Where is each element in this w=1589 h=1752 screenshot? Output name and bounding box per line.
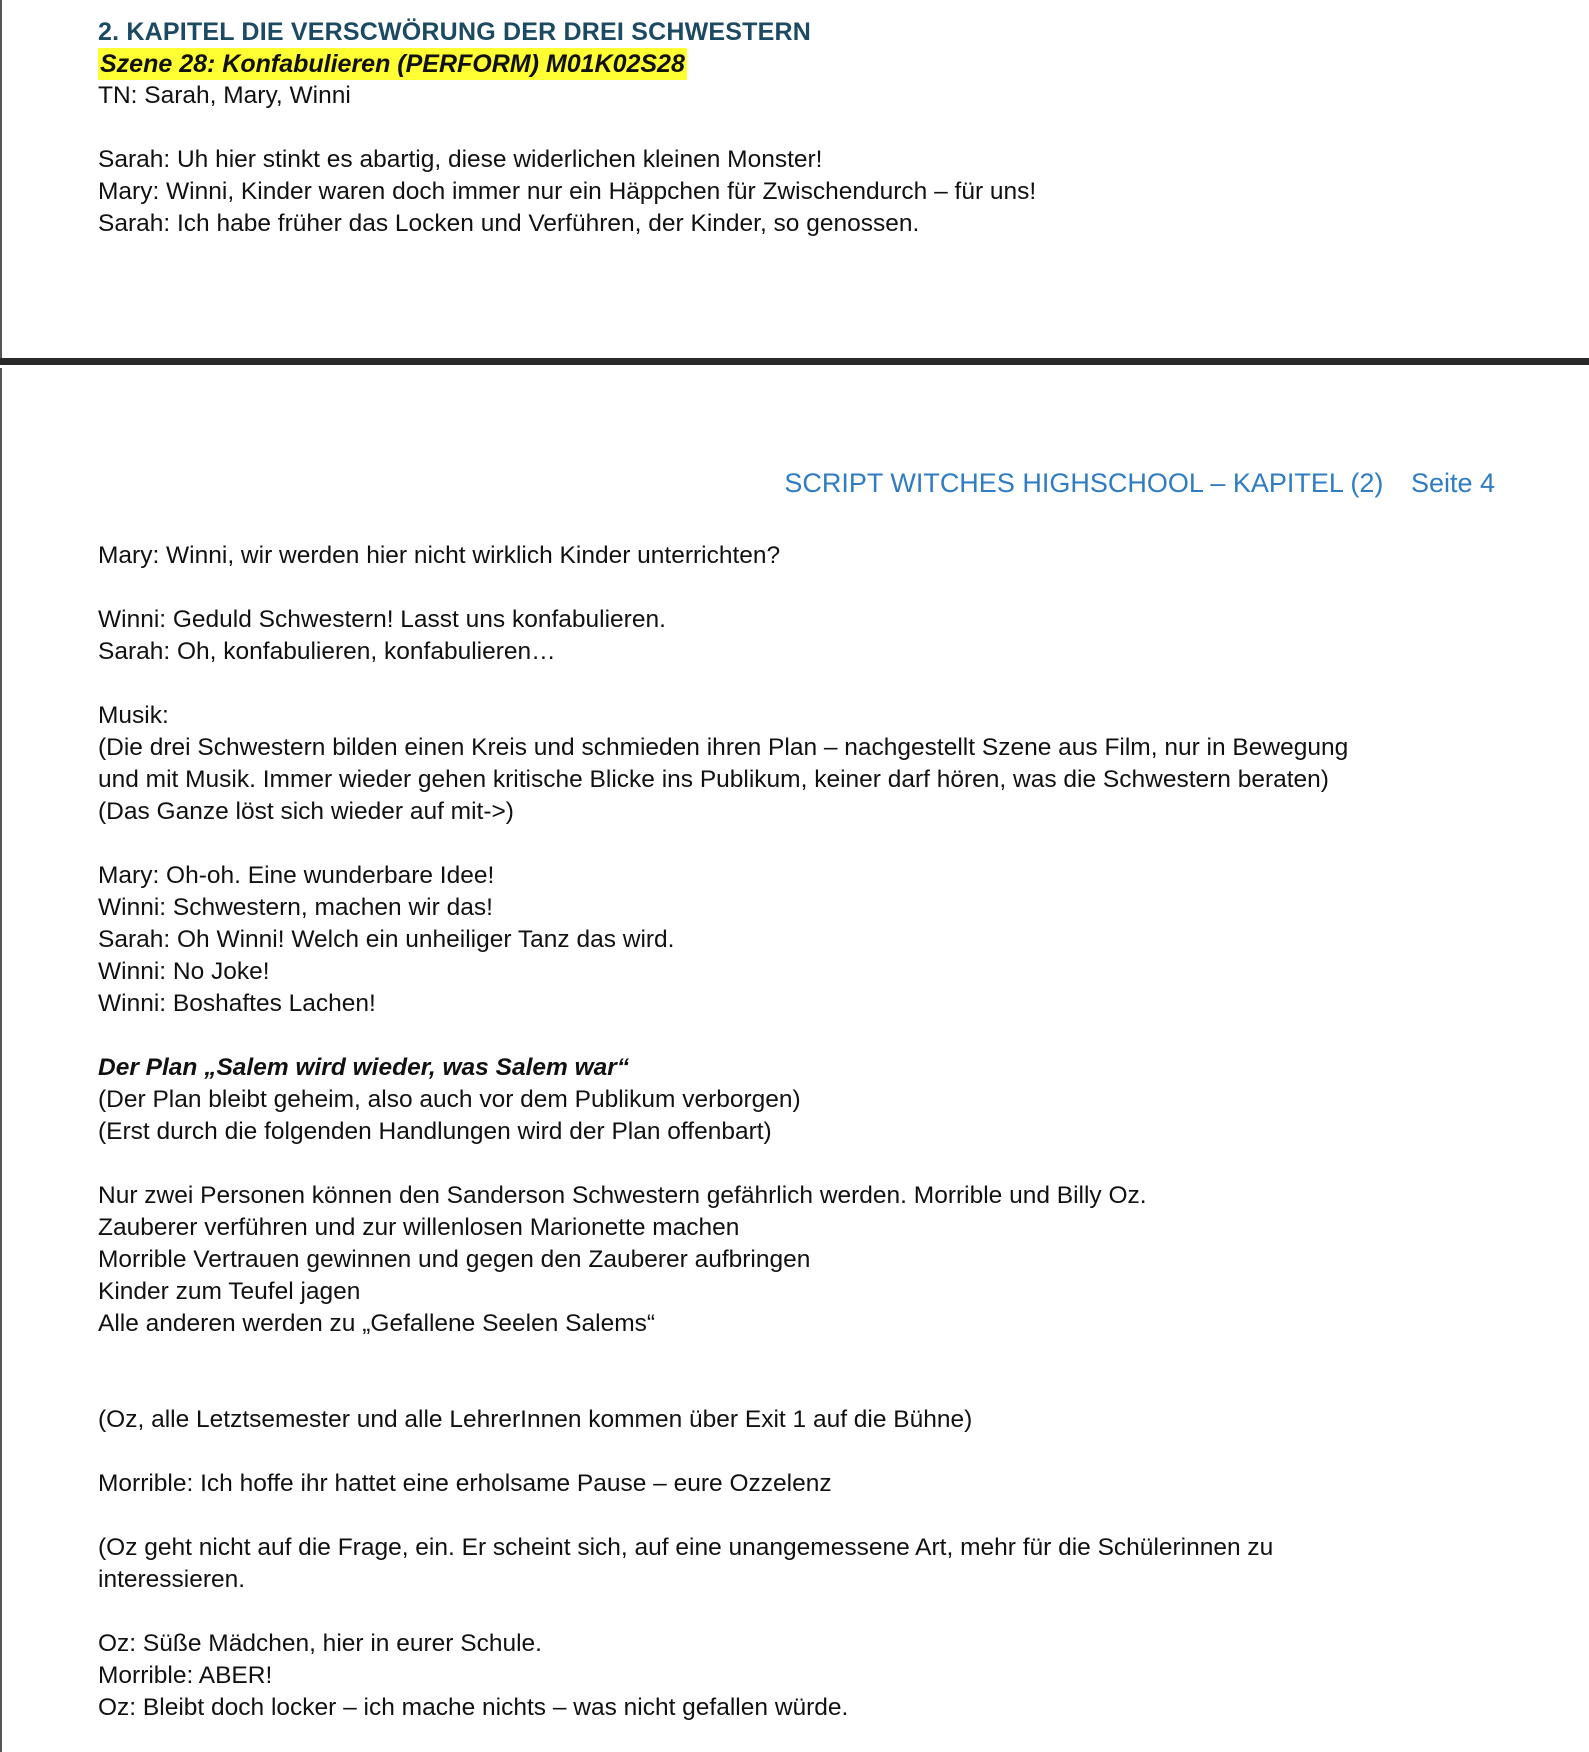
blank-line <box>98 828 1549 860</box>
running-header <box>784 466 1495 500</box>
page-break-divider <box>0 358 1589 365</box>
dialogue-line: Winni: No Joke! <box>98 958 270 985</box>
dialogue-line: Winni: Boshaftes Lachen! <box>98 990 376 1017</box>
plan-line: Kinder zum Teufel jagen <box>98 1278 361 1305</box>
page-two-content <box>98 540 1549 1724</box>
dialogue-line: Sarah: Ich habe früher das Locken und Verführen, der Kinder, so genossen. <box>98 210 920 237</box>
chapter-heading: 2. KAPITEL DIE VERSCWÖRUNG DER DREI SCHWESTERN <box>98 18 811 46</box>
stage-direction: (Die drei Schwestern bilden einen Kreis und schmieden ihren Plan – nachgestellt Szene aus Film, nur in Bewegung <box>98 734 1349 761</box>
blank-line <box>98 112 1549 144</box>
page-number: Seite 4 <box>1410 468 1495 498</box>
blank-line <box>98 572 1549 604</box>
blank-line <box>98 1148 1549 1180</box>
dialogue-line: Mary: Winni, Kinder waren doch immer nur ein Häppchen für Zwischendurch – für uns! <box>98 178 1037 205</box>
plan-title: Der Plan „Salem wird wieder, was Salem war“ <box>98 1054 630 1081</box>
stage-direction: und mit Musik. Immer wieder gehen kritische Blicke ins Publikum, keiner darf hören, was die Schwestern beraten) <box>98 766 1329 793</box>
running-header-title: SCRIPT WITCHES HIGHSCHOOL – KAPITEL (2) <box>784 468 1384 498</box>
blank-line <box>98 1596 1549 1628</box>
dialogue-line: Morrible: ABER! <box>98 1662 273 1689</box>
blank-line <box>98 1020 1549 1052</box>
participants-line: TN: Sarah, Mary, Winni <box>98 82 351 109</box>
dialogue-line: Sarah: Uh hier stinkt es abartig, diese widerlichen kleinen Monster! <box>98 146 823 173</box>
dialogue-line: Oz: Süße Mädchen, hier in eurer Schule. <box>98 1630 542 1657</box>
blank-line <box>98 668 1549 700</box>
stage-direction: (Oz geht nicht auf die Frage, ein. Er scheint sich, auf eine unangemessene Art, mehr für die Schülerinnen zu <box>98 1534 1274 1561</box>
stage-direction: (Erst durch die folgenden Handlungen wird der Plan offenbart) <box>98 1118 772 1145</box>
stage-label: Musik: <box>98 702 169 729</box>
dialogue-line: Winni: Schwestern, machen wir das! <box>98 894 493 921</box>
dialogue-line: Oz: Bleibt doch locker – ich mache nichts – was nicht gefallen würde. <box>98 1694 849 1721</box>
dialogue-line: Morrible: Ich hoffe ihr hattet eine erholsame Pause – eure Ozzelenz <box>98 1470 832 1497</box>
page-left-edge-bottom <box>0 368 2 1752</box>
blank-line <box>98 1500 1549 1532</box>
dialogue-line: Winni: Geduld Schwestern! Lasst uns konfabulieren. <box>98 606 666 633</box>
scene-title: Szene 28: Konfabulieren (PERFORM) M01K02S28 <box>100 50 685 78</box>
blank-line <box>98 1436 1549 1468</box>
dialogue-line: Sarah: Oh, konfabulieren, konfabulieren… <box>98 638 556 665</box>
stage-direction: (Der Plan bleibt geheim, also auch vor dem Publikum verborgen) <box>98 1086 801 1113</box>
plan-line: Morrible Vertrauen gewinnen und gegen den Zauberer aufbringen <box>98 1246 811 1273</box>
stage-direction: (Das Ganze löst sich wieder auf mit->) <box>98 798 514 825</box>
stage-direction: interessieren. <box>98 1566 246 1593</box>
page-left-edge-top <box>0 0 2 360</box>
page-one-content <box>98 16 1549 240</box>
dialogue-line: Sarah: Oh Winni! Welch ein unheiliger Tanz das wird. <box>98 926 675 953</box>
stage-direction: (Oz, alle Letztsemester und alle LehrerInnen kommen über Exit 1 auf die Bühne) <box>98 1406 973 1433</box>
blank-line <box>98 1340 1549 1404</box>
dialogue-line: Mary: Winni, wir werden hier nicht wirklich Kinder unterrichten? <box>98 542 781 569</box>
plan-line: Alle anderen werden zu „Gefallene Seelen Salems“ <box>98 1310 656 1337</box>
plan-line: Zauberer verführen und zur willenlosen Marionette machen <box>98 1214 740 1241</box>
plan-line: Nur zwei Personen können den Sanderson Schwestern gefährlich werden. Morrible und Billy Oz. <box>98 1182 1147 1209</box>
dialogue-line: Mary: Oh-oh. Eine wunderbare Idee! <box>98 862 495 889</box>
